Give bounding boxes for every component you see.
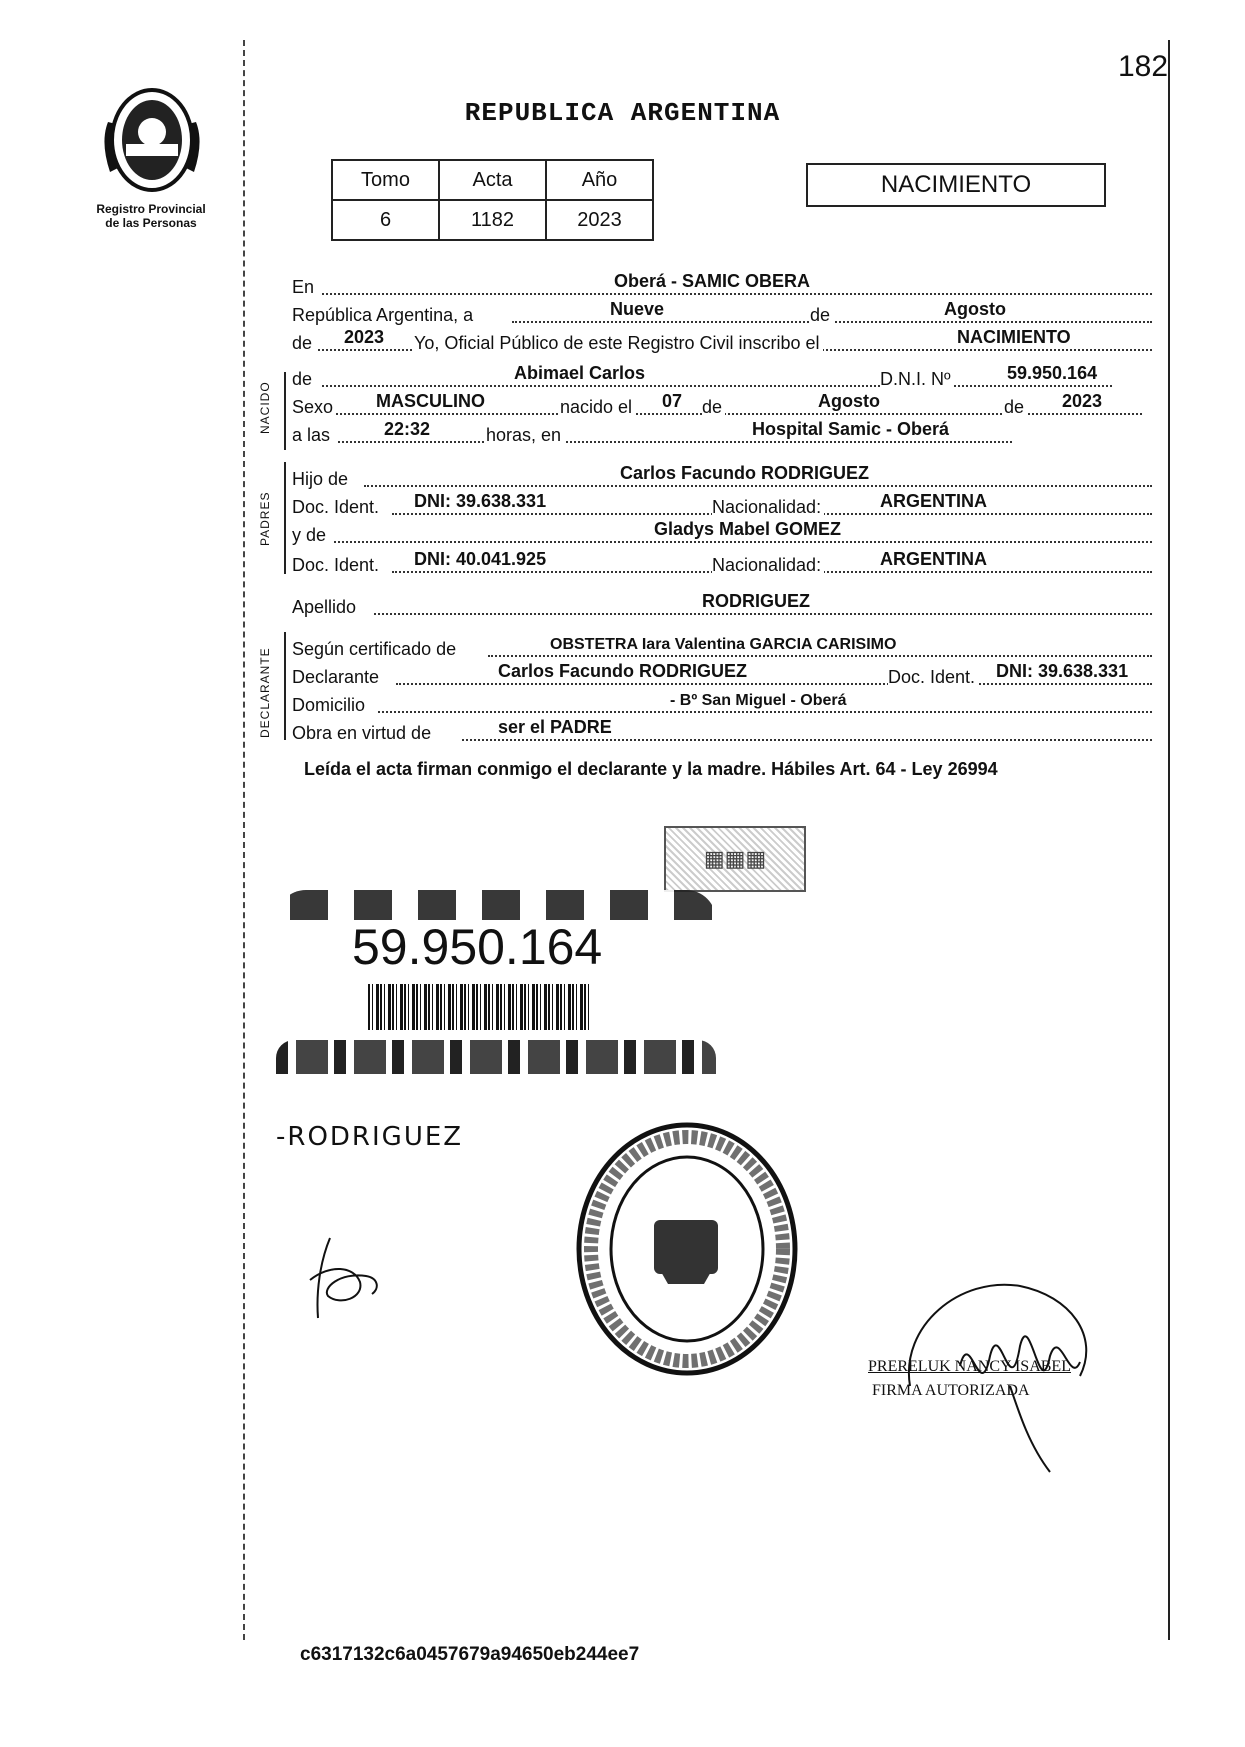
row-inscribo — [292, 328, 1152, 354]
value-declarante-doc: DNI: 39.638.331 — [996, 661, 1129, 681]
header-tomo: Tomo — [332, 160, 439, 200]
row-declarante — [292, 662, 1152, 688]
label-doc-ident-2: Doc. Ident. — [292, 555, 382, 576]
handwritten-surname: -RODRIGUEZ — [276, 1122, 464, 1152]
label-de5: de — [1004, 397, 1027, 418]
value-nac-dia: 07 — [662, 391, 683, 411]
label-nacionalidad-2: Nacionalidad: — [712, 555, 824, 576]
value-tomo: 6 — [332, 200, 439, 240]
value-madre: Gladys Mabel GOMEZ — [654, 519, 842, 539]
value-nac-anio: 2023 — [1062, 391, 1103, 411]
label-y-de: y de — [292, 525, 329, 546]
label-obra-en-virtud: Obra en virtud de — [292, 723, 434, 744]
table-value-row — [332, 200, 653, 240]
value-declarante: Carlos Facundo RODRIGUEZ — [498, 661, 748, 681]
dotted-line — [462, 739, 1152, 741]
value-apellido: RODRIGUEZ — [702, 591, 810, 611]
row-nombre — [292, 364, 1152, 390]
row-doc-padre — [292, 492, 1152, 518]
value-hora: 22:32 — [384, 419, 431, 439]
label-republica: República Argentina, a — [292, 305, 476, 326]
label-sexo: Sexo — [292, 397, 336, 418]
signatory-role: FIRMA AUTORIZADA — [872, 1382, 1030, 1399]
section-divider-padres — [284, 462, 286, 574]
section-label-padres: PADRES — [258, 491, 272, 546]
official-oval-stamp — [574, 1120, 800, 1378]
right-margin-line — [1168, 40, 1170, 1640]
section-label-nacido: NACIDO — [258, 381, 272, 434]
value-inscribo: NACIMIENTO — [957, 327, 1071, 347]
value-certificado: OBSTETRA Iara Valentina GARCIA CARISIMO — [550, 636, 897, 653]
value-padre-doc: DNI: 39.638.331 — [414, 491, 547, 511]
row-obra — [292, 718, 1152, 744]
label-horas-en: horas, en — [486, 425, 564, 446]
row-hora — [292, 420, 1152, 446]
value-dni: 59.950.164 — [1007, 363, 1098, 383]
row-domicilio — [292, 690, 1152, 716]
value-lugar-nacimiento: Hospital Samic - Oberá — [752, 419, 950, 439]
label-doc-ident: Doc. Ident. — [292, 497, 382, 518]
value-obra: ser el PADRE — [498, 717, 612, 737]
label-segun-certificado: Según certificado de — [292, 639, 459, 660]
value-acta: 1182 — [439, 200, 546, 240]
document-hash: c6317132c6a0457679a94650eb244ee7 — [300, 1644, 640, 1665]
dotted-line — [334, 541, 1152, 543]
registry-caption-line2: de las Personas — [105, 216, 197, 230]
section-label-declarante: DECLARANTE — [258, 647, 272, 738]
value-anio: 2023 — [344, 327, 385, 347]
declarant-signature — [300, 1232, 384, 1322]
value-mes: Agosto — [944, 299, 1006, 319]
value-padre: Carlos Facundo RODRIGUEZ — [620, 463, 870, 483]
registry-caption — [86, 202, 216, 230]
row-hijo-de — [292, 464, 1152, 490]
dotted-line — [396, 683, 1152, 685]
security-stamp: ▦▦▦ — [664, 826, 806, 892]
label-de2: de — [292, 333, 315, 354]
table-header-row — [332, 160, 653, 200]
header-acta: Acta — [439, 160, 546, 200]
label-doc-ident-3: Doc. Ident. — [888, 667, 978, 688]
tomo-acta-anio-table — [331, 159, 654, 241]
label-nacionalidad: Nacionalidad: — [712, 497, 824, 518]
left-margin-line — [243, 40, 245, 1640]
row-certificado — [292, 634, 1152, 660]
page-number: 182 — [1118, 50, 1169, 83]
value-sexo: MASCULINO — [376, 391, 485, 411]
label-domicilio: Domicilio — [292, 695, 368, 716]
row-sexo — [292, 392, 1152, 418]
barcode — [368, 984, 590, 1030]
row-y-de — [292, 520, 1152, 546]
dotted-line — [364, 485, 1152, 487]
label-de4: de — [702, 397, 725, 418]
dotted-line — [488, 655, 1152, 657]
dotted-line — [338, 441, 1012, 443]
value-dia: Nueve — [610, 299, 665, 319]
label-en: En — [292, 277, 317, 298]
row-republica — [292, 300, 1152, 326]
value-anio: 2023 — [546, 200, 653, 240]
label-hijo-de: Hijo de — [292, 469, 351, 490]
row-en — [292, 272, 1152, 298]
registry-caption-line1: Registro Provincial — [96, 202, 206, 216]
value-nac-mes: Agosto — [818, 391, 880, 411]
label-oficial: Yo, Oficial Público de este Registro Civil inscribo el — [414, 333, 823, 354]
label-de3: de — [292, 369, 315, 390]
label-declarante: Declarante — [292, 667, 382, 688]
value-lugar-inscripcion: Oberá - SAMIC OBERA — [614, 271, 811, 291]
value-padre-nac: ARGENTINA — [880, 491, 987, 511]
dotted-line — [374, 613, 1152, 615]
label-dni: D.N.I. Nº — [880, 369, 954, 390]
dotted-line — [322, 293, 1152, 295]
value-domicilio: - Bº San Miguel - Oberá — [670, 692, 847, 709]
section-divider-nacido — [284, 372, 286, 450]
label-a-las: a las — [292, 425, 333, 446]
security-pattern-bottom — [276, 1040, 716, 1074]
value-nombre: Abimael Carlos — [514, 363, 646, 383]
act-type-box: NACIMIENTO — [806, 163, 1106, 207]
label-apellido: Apellido — [292, 597, 359, 618]
value-madre-nac: ARGENTINA — [880, 549, 987, 569]
closing-note: Leída el acta firman conmigo el declarante y la madre. Hábiles Art. 64 - Ley 26994 — [304, 759, 998, 779]
dotted-line — [378, 711, 1152, 713]
row-doc-madre — [292, 550, 1152, 576]
signatory-name: PRERELUK NANCY ISABEL — [868, 1358, 1071, 1375]
header-anio: Año — [546, 160, 653, 200]
section-divider-declarante — [284, 632, 286, 740]
dotted-line — [322, 385, 1112, 387]
country-title: REPUBLICA ARGENTINA — [464, 98, 781, 128]
label-de: de — [810, 305, 833, 326]
security-number: 59.950.164 — [352, 919, 603, 975]
value-madre-doc: DNI: 40.041.925 — [414, 549, 547, 569]
row-apellido — [292, 592, 1152, 618]
label-nacido-el: nacido el — [560, 397, 635, 418]
province-seal-logo — [100, 82, 204, 198]
security-pattern-top — [276, 890, 716, 920]
